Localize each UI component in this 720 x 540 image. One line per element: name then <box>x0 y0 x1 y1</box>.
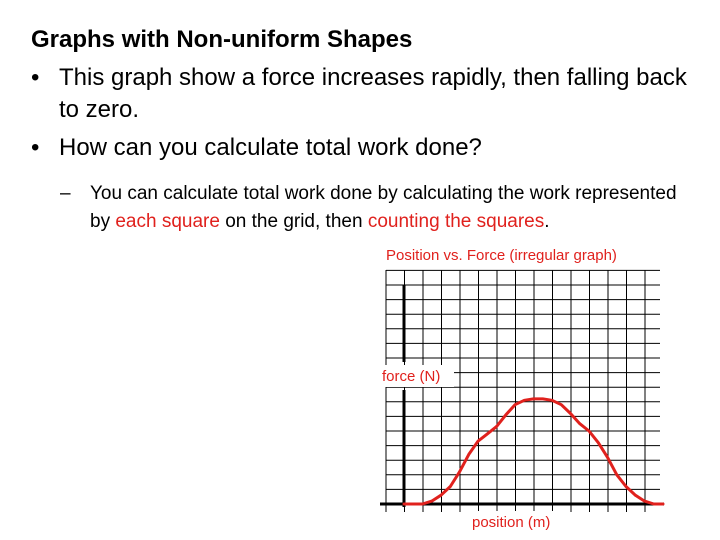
position-force-graph <box>372 240 672 540</box>
bullet-mark: • <box>31 64 40 91</box>
sub-bullet-dash: – <box>60 183 71 204</box>
x-axis-label: position (m) <box>472 514 551 531</box>
sub-text-part3: . <box>544 211 550 232</box>
sub-text-highlight-each-square: each square <box>115 211 220 232</box>
graph-svg <box>372 240 672 540</box>
sub-bullet <box>60 180 690 236</box>
bullet-mark: • <box>31 134 40 161</box>
bullet-list <box>31 62 701 170</box>
y-axis-label: force (N) <box>382 368 441 385</box>
bullet-item <box>31 62 701 126</box>
sub-text-part2: on the grid, then <box>219 211 368 232</box>
sub-text-part1: You can calculate total work done by calculating the work represented by <box>90 183 677 232</box>
bullet-item <box>31 132 701 164</box>
bullet-text: How can you calculate total work done? <box>59 134 482 161</box>
bullet-text: This graph show a force increases rapidly, then falling back to zero. <box>59 64 687 123</box>
chart-title: Position vs. Force (irregular graph) <box>386 247 617 264</box>
slide-title: Graphs with Non-uniform Shapes <box>31 26 413 53</box>
sub-text-highlight-counting: counting the squares <box>367 211 545 232</box>
